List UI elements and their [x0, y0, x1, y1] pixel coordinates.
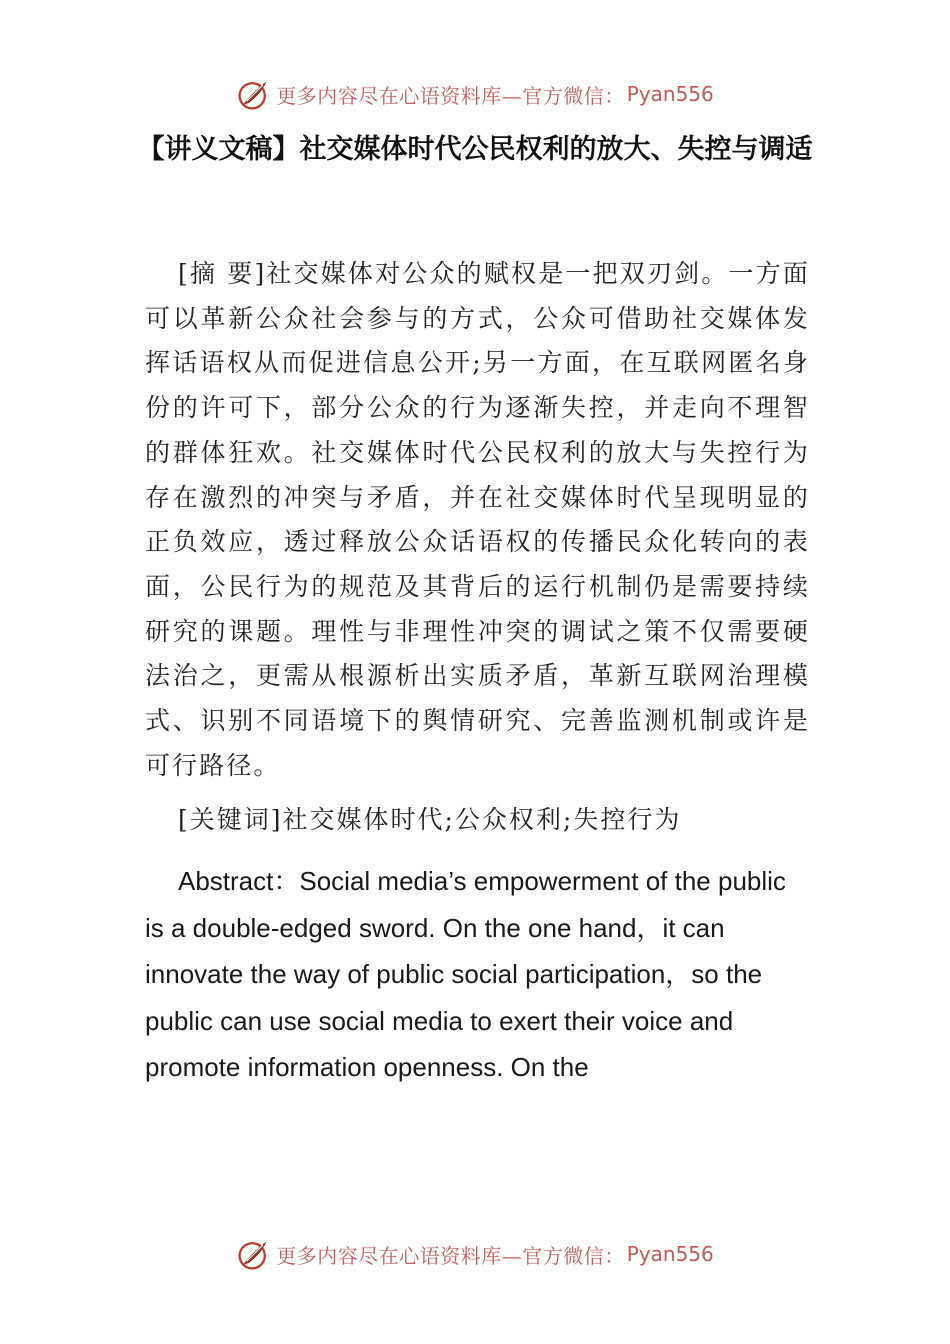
keywords: [关键词]社交媒体时代;公众权利;失控行为 [178, 805, 682, 834]
footer-banner [0, 1234, 950, 1274]
english-abstract: Abstract：Social media’s empowerment of the public is a double-edged sword. On the one hand，it can innovate the way of public social participation，so the public can use social media to exert their voice and promote information openness. On the [145, 866, 786, 1082]
header-banner [0, 74, 950, 114]
banner-wechat-id: Pyan556 [626, 82, 714, 106]
document-title: 【讲义文稿】社交媒体时代公民权利的放大、失控与调适 [137, 134, 813, 165]
quill-pen-logo-icon [236, 1236, 272, 1272]
chinese-abstract: [摘 要]社交媒体对公众的赋权是一把双刃剑。一方面可以革新公众社会参与的方式，公众可借助社交媒体发挥话语权从而促进信息公开;另一方面，在互联网匿名身份的许可下，部分公众的行为逐渐失控，并走向不理智的群体狂欢。社交媒体时代公民权利的放大与失控行为存在激烈的冲突与矛盾，并在社交媒体时代呈现明显的正负效应，透过释放公众话语权的传播民众化转向的表面，公民行为的规范及其背后的运行机制仍是需要持续研究的课题。理性与非理性冲突的调试之策不仅需要硬法治之，更需从根源析出实质矛盾，革新互联网治理模式、识别不同语境下的舆情研究、完善监测机制或许是可行路径。 [145, 259, 810, 780]
banner-wechat-id: Pyan556 [626, 1242, 714, 1266]
banner-text: 更多内容尽在心语资料库—官方微信： [276, 1243, 625, 1268]
banner-text: 更多内容尽在心语资料库—官方微信： [276, 83, 625, 108]
quill-pen-logo-icon [236, 76, 272, 112]
